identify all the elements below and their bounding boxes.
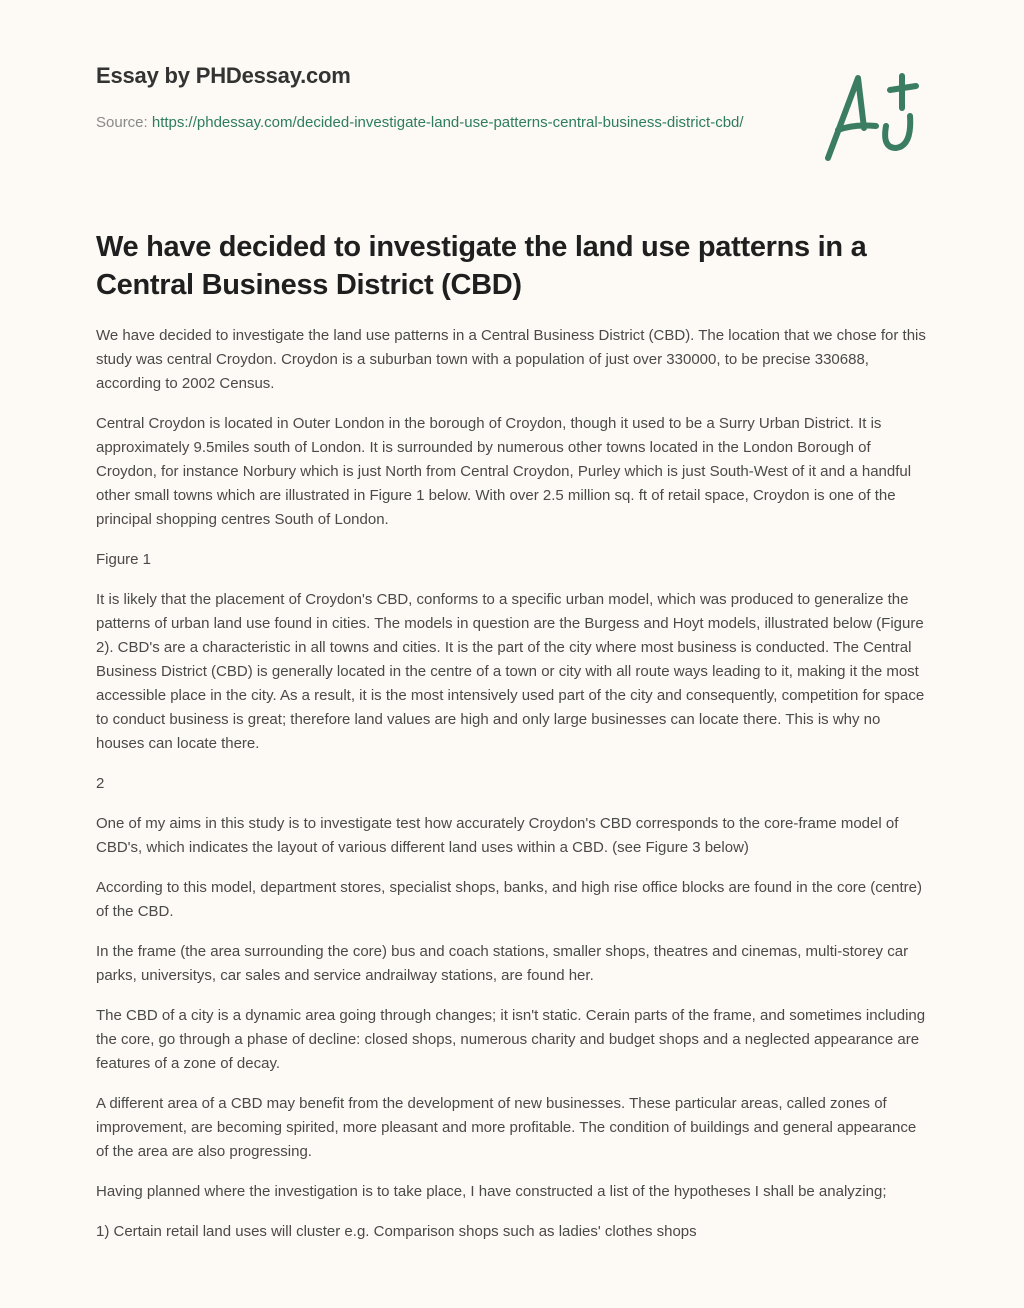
paragraph: Having planned where the investigation is to take place, I have constructed a list of the hypotheses I shall be analyzing; bbox=[96, 1183, 887, 1200]
article-title: We have decided to investigate the land use patterns in a Central Business District (CBD) bbox=[96, 231, 867, 301]
source-line bbox=[96, 111, 756, 134]
paragraph: It is likely that the placement of Croydon's CBD, conforms to a specific urban model, which was produced to generalize the patterns of urban land use found in cities. The models in question are the Burgess and Hoyt models, illustrated below (Figure 2). CBD's are a characteristic in all towns and cities. It is the part of the city where most business is conducted. The Central Business District (CBD) is generally located in the centre of a town or city with all route ways leading to it, making it the most accessible place in the city. As a result, it is the most intensively used part of the city and consequently, competition for space to conduct business is great; therefore land values are high and only large businesses can locate there. This is why no houses can locate there. bbox=[96, 591, 925, 752]
hypothesis-item: 1) Certain retail land uses will cluster e.g. Comparison shops such as ladies' clothes shops bbox=[96, 1223, 697, 1240]
paragraph: We have decided to investigate the land use patterns in a Central Business District (CBD). The location that we chose for this study was central Croydon. Croydon is a suburban town with a population of just over 330000, to be precise 330688, according to 2002 Census. bbox=[96, 327, 926, 392]
paragraph: Central Croydon is located in Outer London in the borough of Croydon, though it used to be a Surry Urban District. It is approximately 9.5miles south of London. It is surrounded by numerous other towns located in the London Borough of Croydon, for instance Norbury which is just North from Central Croydon, Purley which is just South-West of it and a handful other small towns which are illustrated in Figure 1 below. With over 2.5 million sq. ft of retail space, Croydon is one of the principal shopping centres South of London. bbox=[96, 415, 912, 528]
source-label: Source: bbox=[96, 114, 148, 131]
source-link[interactable]: https://phdessay.com/decided-investigate-land-use-patterns-central-business-district-cbd/ bbox=[151, 114, 744, 131]
paragraph: In the frame (the area surrounding the core) bus and coach stations, smaller shops, theatres and cinemas, multi-storey car parks, universitys, car sales and service andrailway stations, are found her. bbox=[96, 943, 909, 984]
a-plus-grade-icon bbox=[824, 68, 928, 164]
paragraph: According to this model, department stores, specialist shops, banks, and high rise office blocks are found in the core (centre) of the CBD. bbox=[96, 879, 922, 920]
paragraph: One of my aims in this study is to investigate test how accurately Croydon's CBD corresponds to the core-frame model of CBD's, which indicates the layout of various different land uses within a CBD. (see Figure 3 below) bbox=[96, 815, 899, 856]
paragraph: The CBD of a city is a dynamic area going through changes; it isn't static. Cerain parts of the frame, and sometimes including the core, go through a phase of decline: closed shops, numerous charity and budget shops and a neglected appearance are features of a zone of decay. bbox=[96, 1007, 926, 1072]
site-brand: Essay by PHDessay.com bbox=[96, 63, 351, 88]
article-body bbox=[96, 324, 928, 1260]
figure-caption: Figure 1 bbox=[96, 551, 152, 568]
page-number: 2 bbox=[96, 775, 105, 792]
paragraph: A different area of a CBD may benefit from the development of new businesses. These particular areas, called zones of improvement, are becoming spirited, more pleasant and more profitable. The condition of buildings and general appearance of the area are also progressing. bbox=[96, 1095, 917, 1160]
